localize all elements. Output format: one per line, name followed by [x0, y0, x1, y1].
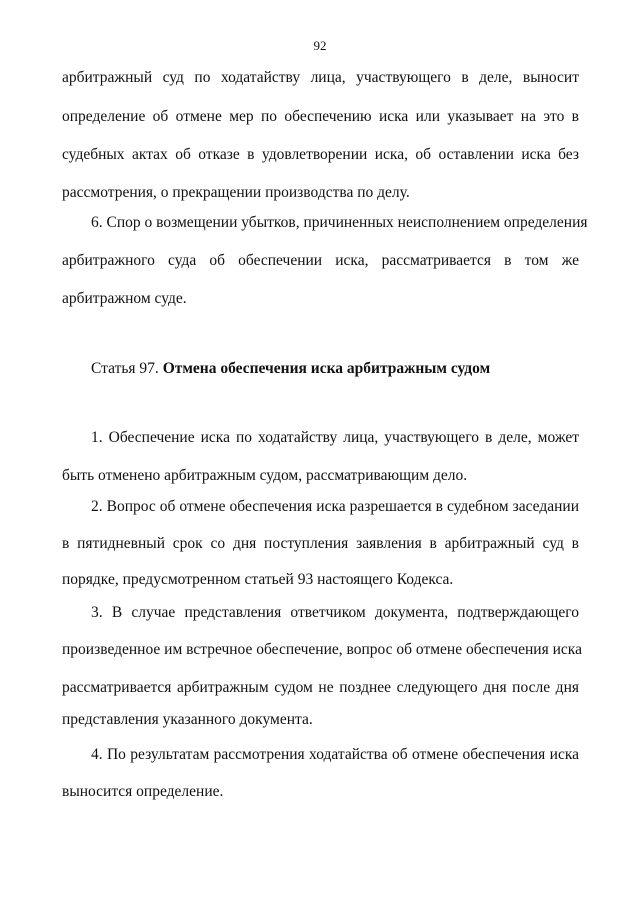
text-line: рассматривается арбитражным судом не позднее следующего дня после дня — [62, 679, 579, 696]
text-line: 2. Вопрос об отмене обеспечения иска разрешается в судебном заседании — [91, 498, 579, 515]
text-line: быть отменено арбитражным судом, рассматривающим дело. — [62, 467, 468, 484]
text-line: рассмотрения, о прекращении производства по делу. — [62, 184, 410, 201]
text-line: арбитражном суде. — [62, 290, 187, 307]
article-heading — [91, 359, 490, 379]
text-line: в пятидневный срок со дня поступления заявления в арбитражный суд в — [62, 535, 579, 552]
text-line: судебных актах об отказе в удовлетворении иска, об оставлении иска без — [62, 146, 579, 163]
text-line: 6. Спор о возмещении убытков, причиненных неисполнением определения — [91, 214, 588, 231]
text-line: представления указанного документа. — [62, 711, 313, 728]
text-line: выносится определение. — [62, 783, 224, 800]
text-line: арбитражного суда об обеспечении иска, рассматривается в том же — [62, 252, 579, 269]
text-line: 1. Обеспечение иска по ходатайству лица, участвующего в деле, может — [91, 429, 579, 446]
text-line: порядке, предусмотренном статьей 93 настоящего Кодекса. — [62, 571, 454, 588]
article-title: Отмена обеспечения иска арбитражным судом — [162, 360, 491, 377]
text-line: определение об отмене мер по обеспечению иска или указывает на это в — [62, 108, 579, 125]
article-prefix: Статья 97. — [91, 360, 163, 377]
text-line: арбитражный суд по ходатайству лица, участвующего в деле, выносит — [62, 69, 579, 86]
page-number: 92 — [313, 38, 327, 53]
text-line: 3. В случае представления ответчиком документа, подтверждающего — [91, 604, 579, 621]
text-line: произведенное им встречное обеспечение, вопрос об отмене обеспечения иска — [62, 641, 582, 658]
text-line: 4. По результатам рассмотрения ходатайства об отмене обеспечения иска — [91, 746, 579, 763]
